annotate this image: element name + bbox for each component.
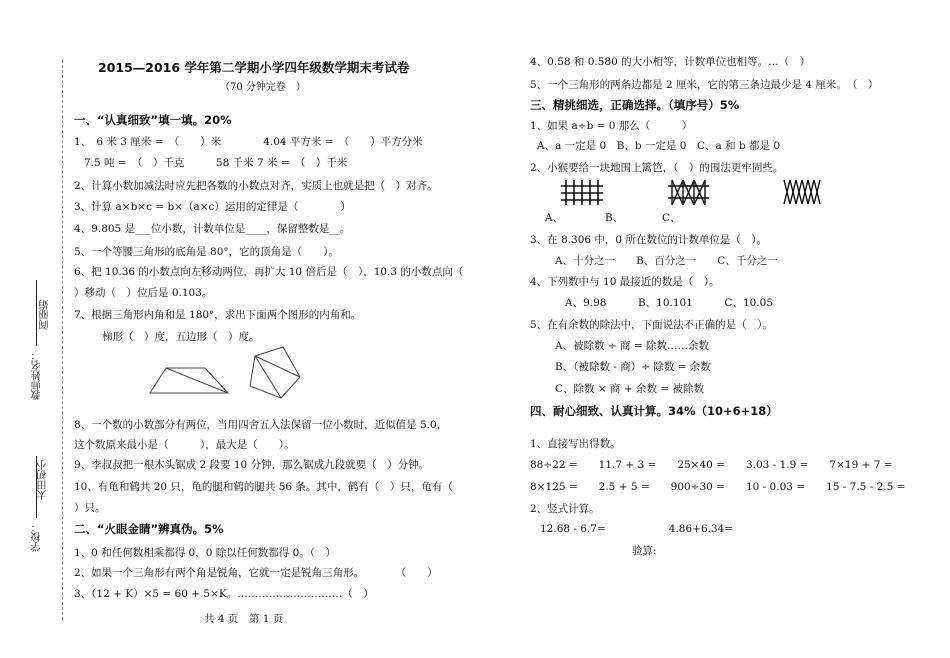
question-line: A、被除数 ÷ 商 = 除数……余数 — [555, 340, 710, 352]
question-line: 3、在 8.306 中，0 所在数位的计数单位是（ ）。 — [530, 234, 768, 246]
question-line: C、除数 × 商 + 余数 = 被除数 — [555, 383, 704, 395]
question-line: 7.5 吨 = （ ）千克 58 千米 7 米 = （ ）千米 — [84, 157, 348, 169]
question-line: ）只。 — [74, 502, 106, 514]
section-3-title: 三、精挑细选，正确选择。（填序号）5% — [530, 98, 740, 112]
page-subtitle: （70 分钟完卷 ） — [220, 82, 306, 93]
question-line: 5、一个三角形的两条边都是 2 厘米，它的第三条边最少是 4 厘米。 （ ） — [530, 79, 879, 91]
calc-row: 12.68 - 6.7= 4.86+6.34= — [540, 523, 734, 535]
calc-row: 8×125 = 2.5 + 5 = 900÷30 = 10 - 0.03 = 15 - 7.5 - 2.5 = — [530, 481, 906, 493]
section-2-title: 二、“火眼金睛”辨真伪。5% — [74, 522, 224, 536]
section-1-title: 一、“认真细致”填一填。20% — [74, 113, 232, 127]
question-line: 2、计算小数加减法时应先把各数的小数点对齐，实质上也就是把（ ）对齐。 — [74, 180, 438, 192]
question-line: 3、（12 + K）×5 = 60 + 5×K。…………………………（ ） — [74, 588, 374, 600]
question-line: B、（被除数 - 商）÷ 除数 = 余数 — [555, 361, 711, 373]
question-line: 这个数原来最小是（ ），最大是（ ）。 — [74, 439, 295, 451]
question-line: 9、李叔叔把一根木头锯成 2 段要 10 分钟，那么锯成九段就要（ ）分钟。 — [74, 459, 430, 471]
question-line: ）移动（ ）位后是 0.103。 — [74, 287, 213, 299]
question-line: 7、根据三角形内角和是 180°，求出下面两个图形的内角和。 — [74, 309, 362, 321]
fig-label-b: B、 — [605, 212, 624, 224]
teacher-label: 教师姓名： — [32, 350, 43, 400]
question-line: 5、一个等腰三角形的底角是 80°，它的顶角是（ ）。 — [74, 246, 339, 258]
question-line: A、a 一定是 0 B、b 一定是 0 C、a 和 b 都是 0 — [537, 140, 781, 152]
page-footer: 共 4 页 第 1 页 — [204, 613, 284, 625]
school-value: 太田初小 — [38, 460, 49, 500]
calc-row: 88÷22 = 11.7 + 3 = 25×40 = 3.03 - 1.9 = 7×19 + 7 = — [530, 459, 893, 471]
verify-label: 验算: — [632, 545, 657, 557]
question-line: 3、计算 a×b×c = b×（a×c）运用的定律是（ ） — [74, 201, 351, 213]
question-line: 1、 6 米 3 厘米 = （ ）米 4.04 平方米 = （ ）平方分米 — [74, 136, 423, 148]
question-line: 8、一个数的小数部分有两位，当用四舍五入法保留一位小数时，近似值是 5.0， — [74, 419, 448, 431]
fence-grid-figure — [561, 180, 603, 205]
question-line: 4、9.805 是___位小数，计数单位是____，保留整数是__。 — [74, 223, 351, 235]
school-label: 学校： — [32, 522, 43, 552]
question-line: 4、0.58 和 0.580 的大小相等，计数单位也相等。…（ ） — [530, 56, 811, 68]
question-line: A、9.98 B、10.101 C、10.05 — [565, 297, 774, 309]
question-line: 2、小猴要给一块地围上篱笆，（ ）的围法更牢固些。 — [530, 162, 784, 174]
question-line: 1、直接写出得数。 — [530, 438, 621, 450]
question-line: 2、竖式计算。 — [530, 503, 600, 515]
section-4-title: 四、耐心细致、认真计算。34%（10+6+18） — [530, 404, 778, 418]
question-line: A、十分之一 B、百分之一 C、千分之一 — [555, 255, 778, 267]
teacher-value: 阎丽娟 — [40, 300, 51, 330]
question-line: 10、有龟和鹤共 20 只，龟的腿和鹤的腿共 56 条。其中，鹤有（ ）只，龟有（ — [74, 481, 453, 493]
question-line: 1、0 和任何数相乘都得 0，0 除以任何数都得 0。（ ） — [74, 547, 337, 559]
question-line: 5、在有余数的除法中，下面说法不正确的是（ ）。 — [530, 319, 773, 331]
question-line: 4、下列数中与 10 最接近的数是（ ）。 — [530, 276, 720, 288]
fig-label-c: C、 — [662, 212, 681, 224]
question-line: 2、如果一个三角形有两个角是锐角，它就一定是锐角三角形。 （ ） — [74, 567, 438, 579]
question-line: 6、把 10.36 的小数点向左移动两位，再扩大 10 倍后是（ ），10.3 的小数点向（ — [74, 266, 464, 278]
question-line: 梯形（ ）度，五边形（ ）度。 — [102, 331, 260, 343]
fence-zigzag-figure — [784, 180, 820, 204]
fence-cross-figure — [668, 180, 709, 205]
question-line: 1、如果 a÷b = 0 那么（ ） — [530, 120, 693, 132]
page-title: 2015—2016 学年第二学期小学四年级数学期末考试卷 — [98, 60, 410, 75]
fig-label-a: A、 — [545, 212, 564, 224]
